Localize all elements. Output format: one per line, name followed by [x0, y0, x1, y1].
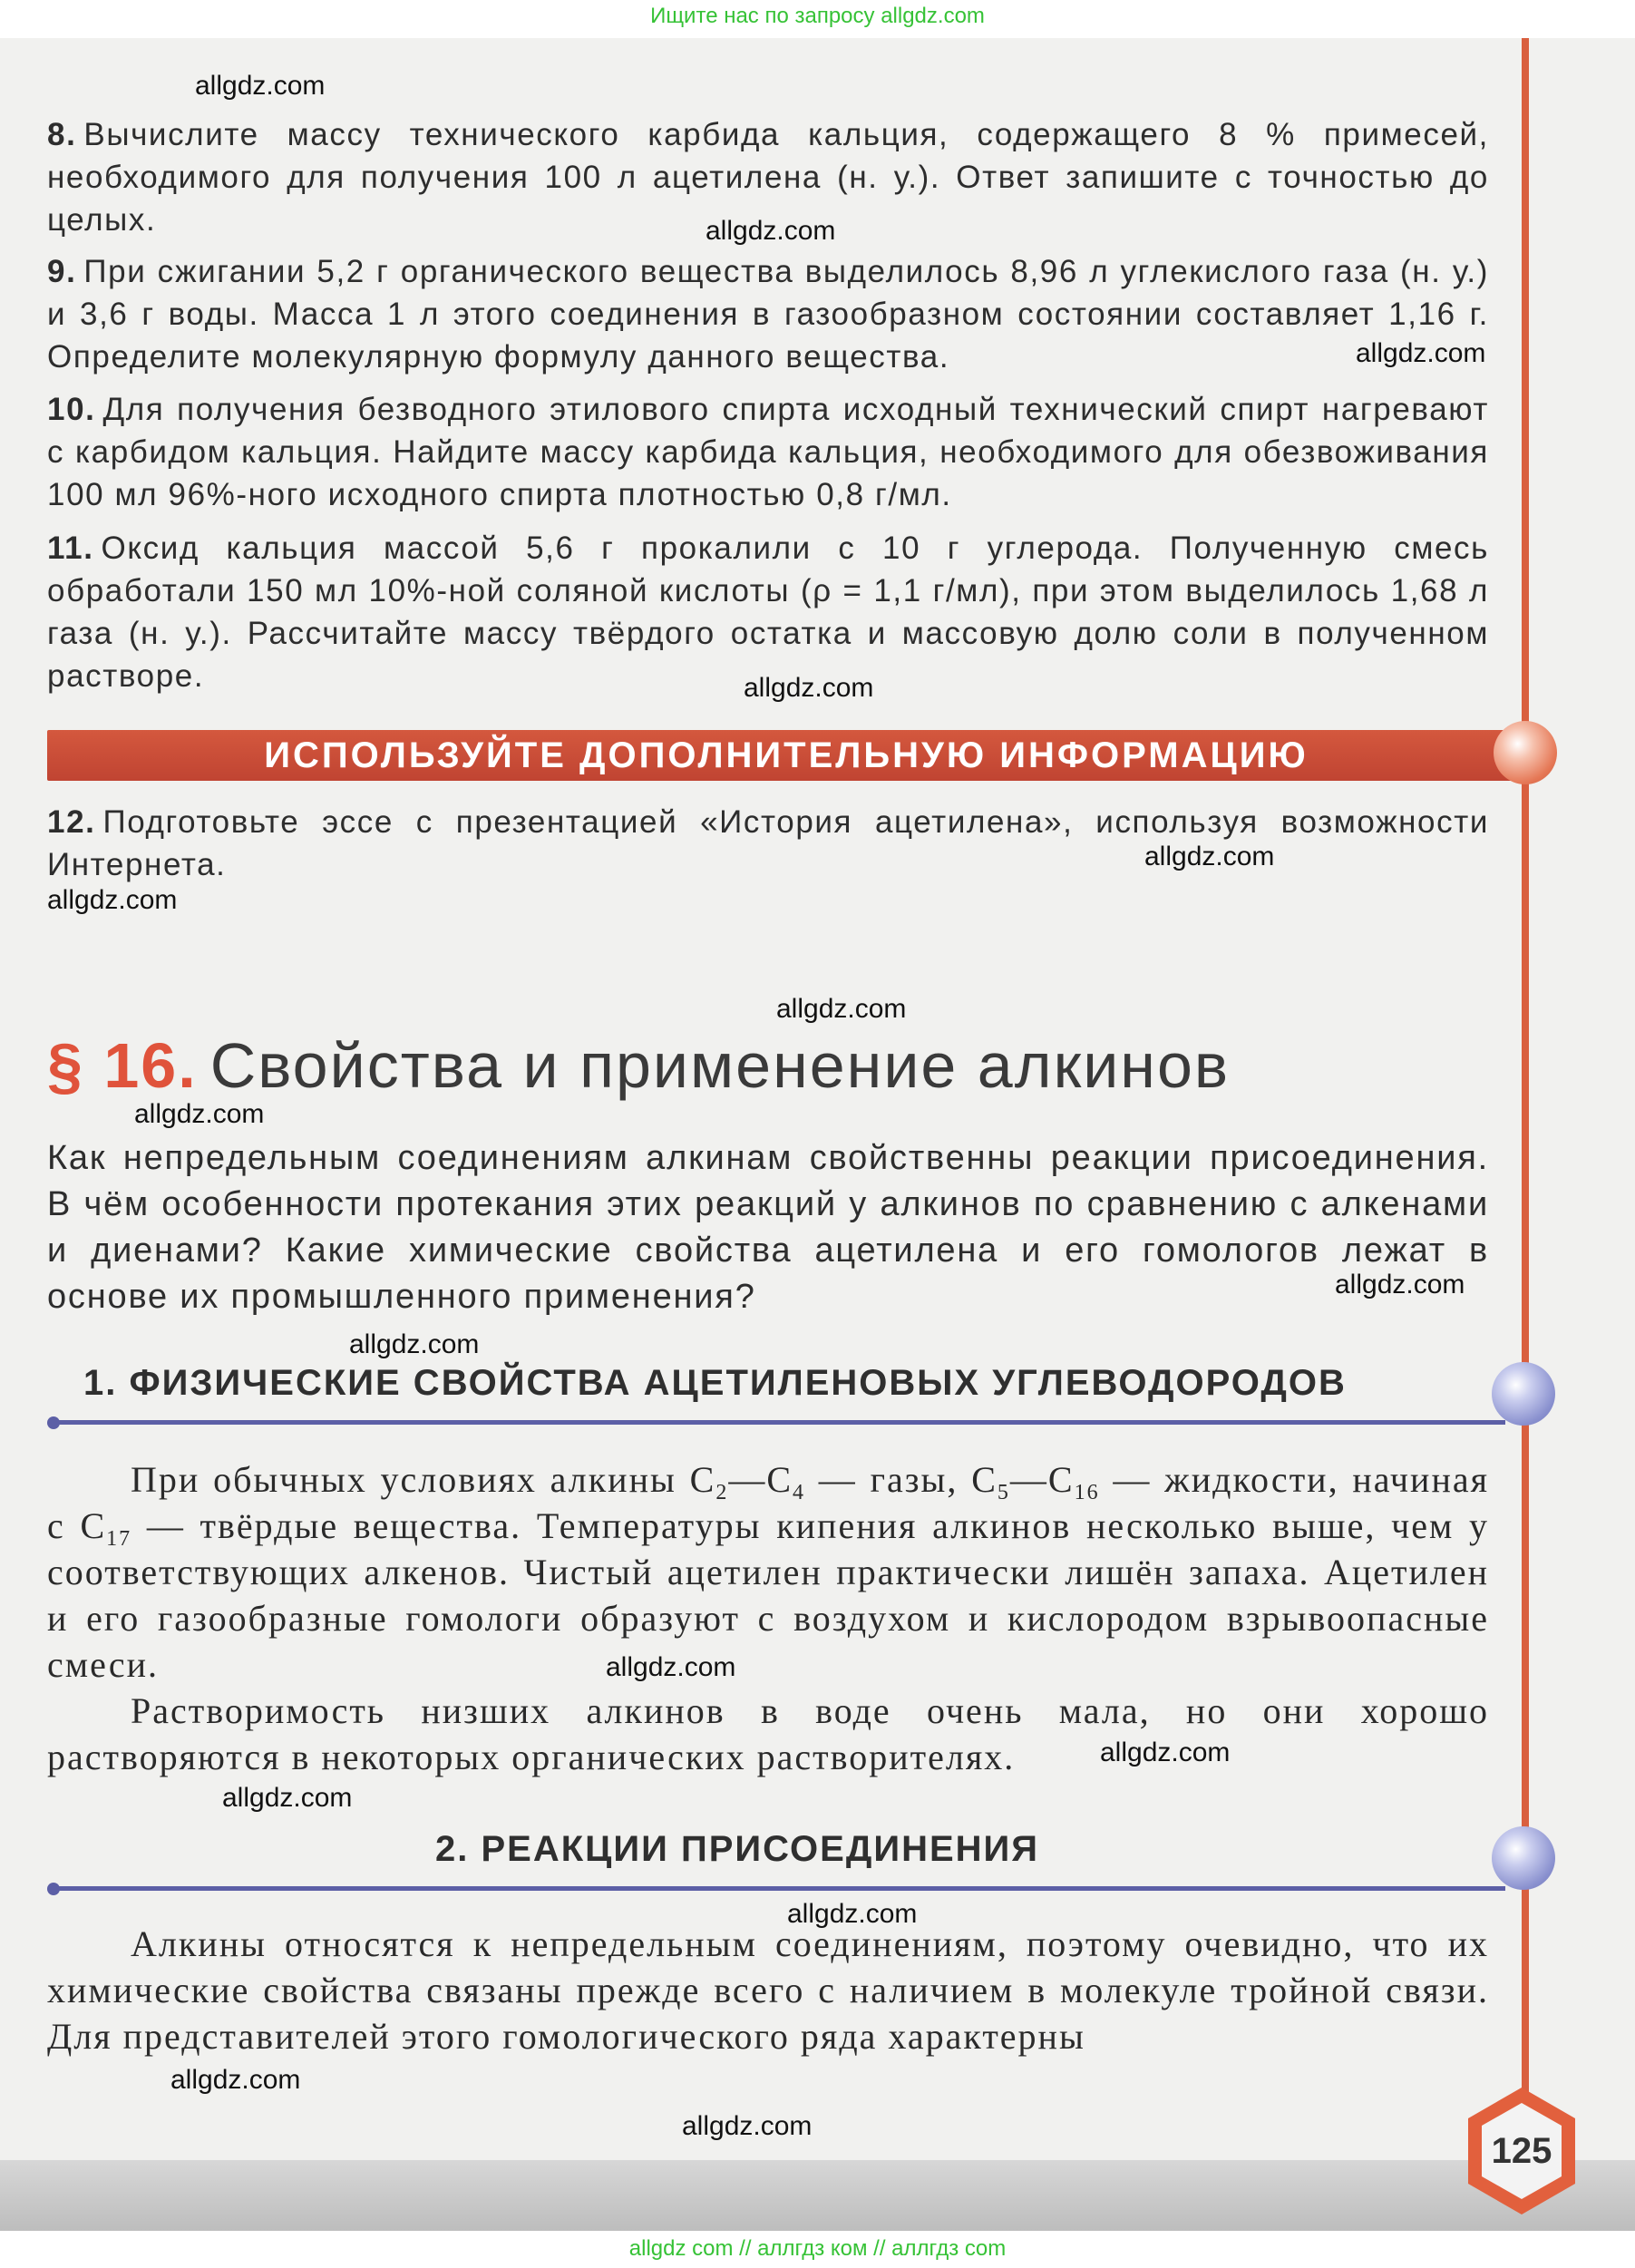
task-number: 8.	[47, 117, 77, 152]
watermark: allgdz.com	[222, 1783, 353, 1813]
subscript: 16	[1074, 1481, 1100, 1504]
section-2-rule	[54, 1886, 1505, 1891]
task-number: 10.	[47, 392, 96, 427]
watermark: allgdz.com	[682, 2111, 813, 2141]
page-number: 125	[1491, 2131, 1552, 2171]
text-run: —C	[1009, 1459, 1075, 1500]
watermark: allgdz.com	[195, 71, 326, 101]
section-1-paragraph-2: Растворимость низших алкинов в воде очень мала, но они хорошо растворяются в некоторых органических растворителях.	[47, 1690, 1489, 1777]
watermark: allgdz.com	[744, 673, 874, 703]
watermark: allgdz.com	[1356, 338, 1486, 368]
subscript: 4	[793, 1481, 806, 1504]
text-run: —C	[728, 1459, 793, 1500]
watermark: allgdz.com	[170, 2065, 301, 2095]
section-1-rule	[54, 1420, 1505, 1425]
text-run: — жидкости, начиная с C	[47, 1459, 1490, 1546]
watermark: allgdz.com	[47, 885, 178, 915]
task-number: 11.	[47, 530, 94, 566]
intro-questions: Как непредельным соединениям алкинам свойственны реакции присоединения. В чём особенности протекания этих реакций у алкинов по сравнению с алкенами и диенами? Какие химические свойства ацетилена и его гомологов лежат в основе их промышленного применения?	[47, 1139, 1489, 1316]
task-11	[47, 527, 1489, 697]
section-1-body	[47, 1456, 1489, 1780]
watermark: allgdz.com	[787, 1899, 918, 1929]
page-bottom-band	[0, 2160, 1635, 2231]
paragraph-title-text: Свойства и применение алкинов	[209, 1030, 1231, 1101]
watermark: allgdz.com	[706, 216, 836, 246]
watermark: allgdz.com	[1100, 1738, 1231, 1767]
extra-info-banner	[47, 730, 1525, 781]
watermark: allgdz.com	[134, 1099, 265, 1129]
subscript: 5	[997, 1481, 1010, 1504]
watermark: allgdz.com	[1335, 1270, 1465, 1299]
section-1-paragraph-1	[47, 1456, 1489, 1688]
red-ball-ornament	[1494, 721, 1557, 784]
text-run: При обычных условиях алкины C	[131, 1459, 716, 1500]
watermark: allgdz.com	[349, 1329, 480, 1359]
watermark: allgdz.com	[1144, 842, 1275, 871]
task-text: При сжигании 5,2 г органического вещества выделилось 8,96 л углекислого газа (н. у.) и 3,6 г воды. Масса 1 л этого соединения в газообразном состоянии составляет 1,16 г. Определите молекулярную формулу данного вещества.	[47, 254, 1489, 375]
page-number-badge	[1463, 2083, 1581, 2219]
task-10	[47, 388, 1489, 516]
section-1-heading: 1. ФИЗИЧЕСКИЕ СВОЙСТВА АЦЕТИЛЕНОВЫХ УГЛЕВОДОРОДОВ	[83, 1363, 1347, 1403]
paragraph-title	[47, 1029, 1230, 1102]
text-run: — твёрдые вещества. Температуры кипения алкинов несколько выше, чем у соответствующих алкенов. Чистый ацетилен практически лишён запаха. Ацетилен и его газообразные гомологи образуют с воздухом и кислородом взрывоопасные смеси.	[47, 1505, 1489, 1685]
extra-info-banner-text: ИСПОЛЬЗУЙТЕ ДОПОЛНИТЕЛЬНУЮ ИНФОРМАЦИЮ	[264, 735, 1309, 775]
task-text: Для получения безводного этилового спирта исходный технический спирт нагревают с карбидом кальция. Найдите массу карбида кальция, необходимого для обезвоживания 100 мл 96%-ного исходного спирта плотностью 0,8 г/мл.	[47, 392, 1489, 512]
paragraph-number: § 16.	[47, 1030, 198, 1101]
blue-ball-ornament	[1492, 1362, 1555, 1426]
task-text: Подготовьте эссе с презентацией «История ацетилена», используя возможности Интернета.	[47, 804, 1489, 882]
task-text: Вычислите массу технического карбида кальция, содержащего 8 % примесей, необходимого для получения 100 л ацетилена (н. у.). Ответ запишите с точностью до целых.	[47, 117, 1489, 238]
task-number: 12.	[47, 804, 96, 840]
task-text: Оксид кальция массой 5,6 г прокалили с 10 г углерода. Полученную смесь обработали 150 мл 10%-ной соляной кислоты (ρ = 1,1 г/мл), при этом выделилось 1,68 л газа (н. у.). Рассчитайте массу твёрдого остатка и массовую долю соли в полученном растворе.	[47, 530, 1489, 694]
task-number: 9.	[47, 254, 77, 289]
top-banner[interactable]: Ищите нас по запросу allgdz.com	[650, 4, 985, 28]
subscript: 17	[106, 1527, 132, 1551]
section-2-heading: 2. РЕАКЦИИ ПРИСОЕДИНЕНИЯ	[435, 1829, 1040, 1869]
watermark: allgdz.com	[776, 994, 907, 1024]
blue-ball-ornament	[1492, 1826, 1555, 1890]
section-2-paragraph-1: Алкины относятся к непредельным соединениям, поэтому очевидно, что их химические свойства связаны прежде всего с наличием в молекуле тройной связи. Для представителей этого гомологического ряда характерны	[47, 1923, 1489, 2057]
text-run: — газы, C	[805, 1459, 998, 1500]
subscript: 2	[715, 1481, 729, 1504]
watermark: allgdz.com	[606, 1652, 736, 1682]
bottom-banner[interactable]: allgdz com // аллгдз ком // аллгдз com	[628, 2236, 1007, 2261]
task-9	[47, 250, 1489, 378]
section-2-body	[47, 1921, 1489, 2059]
